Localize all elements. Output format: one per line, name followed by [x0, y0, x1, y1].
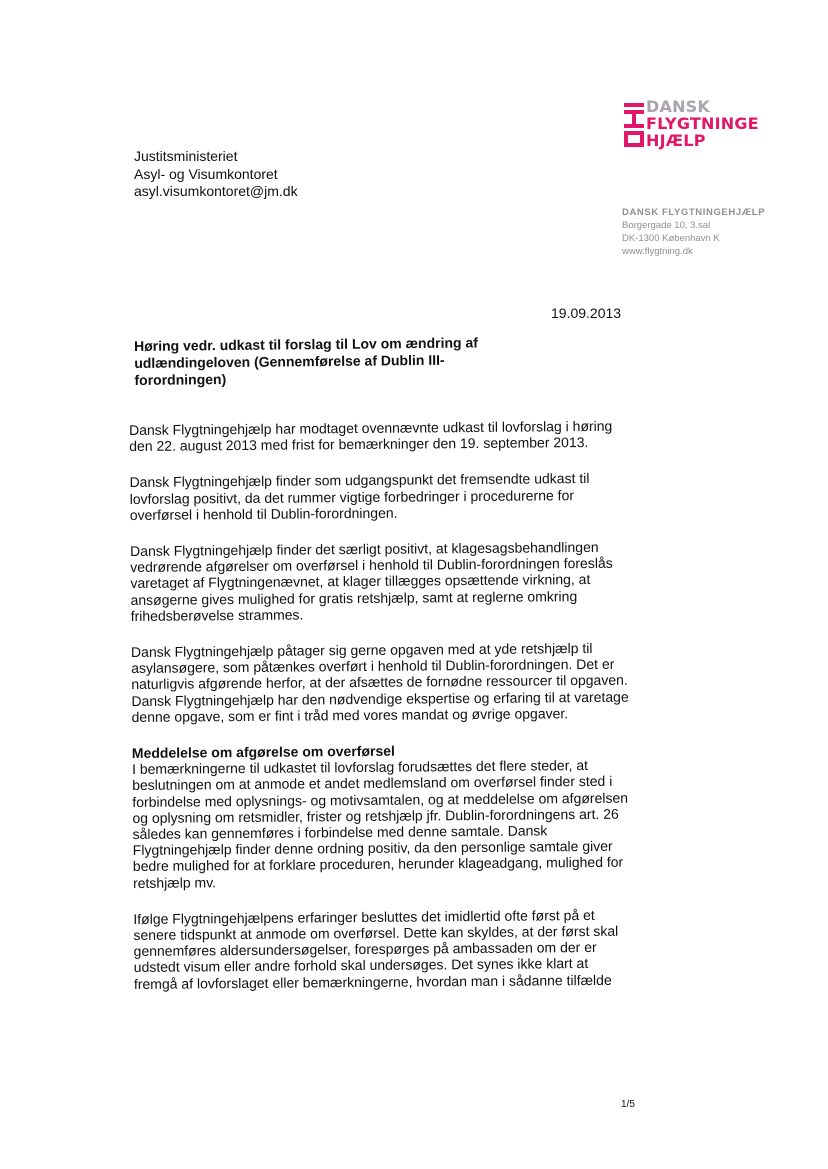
letter-date: 19.09.2013	[551, 305, 622, 321]
letter-body	[129, 418, 632, 1012]
logo-line-flygtninge: FLYGTNINGE	[646, 114, 759, 133]
recipient-line1: Justitsministeriet	[134, 148, 238, 164]
page-number: 1/5	[621, 1099, 635, 1110]
sender-org: DANSK FLYGTNINGEHJÆLP	[622, 207, 766, 218]
dfh-logo	[622, 98, 772, 158]
recipient-line2: Asyl- og Visumkontoret	[134, 165, 278, 182]
logo-line-hjaelp: HJÆLP	[646, 131, 706, 150]
paragraph: Dansk Flygtningehjælp påtager sig gerne opgaven med at yde retshjælp til asylansøgere, som påtænkes overført i henhold til Dublin-forordningen. Det er naturligvis afgørende herfor, at der afsættes de fornødne ressourcer til opgaven. Dansk Flygtningehjælp har den nødvendige ekspertise og erfaring til at varetage denne opgave, som er fint i tråd med vores mandat og øvrige opgaver.	[130, 639, 629, 725]
sender-address-line1: Borgergade 10, 3.sal	[622, 220, 711, 231]
sender-website: www.flygtning.dk	[622, 246, 693, 257]
section-heading: Meddelelse om afgørelse om overførsel	[131, 742, 395, 762]
paragraph: Dansk Flygtningehjælp har modtaget ovennævnte udkast til lovforslag i høring den 22. august 2013 med frist for bemærkninger den 19. september 2013.	[129, 417, 613, 455]
paragraph: Ifølge Flygtningehjælpens erfaringer besluttes det imidlertid ofte først på et senere tidspunkt at anmode om overførsel. Dette kan skyldes, at der først skal gennemføres aldersundersøgelser, forespørges på ambassaden om der er udstedt visum eller andre forhold skal undersøges. Det synes ikke klart at fremgå af lovforslaget eller bemærkningerne, hvordan man i sådanne tilfælde	[133, 906, 619, 992]
paragraph: Dansk Flygtningehjælp finder det særligt positivt, at klagesagsbehandlingen vedrørende afgørelser om overførsel i henhold til Dublin-forordningen foreslås varetaget af Flygtningenævnet, at klager tillægges opsættende virkning, at ansøgerne gives mulighed for gratis retshjælp, samt at reglerne omkring frihedsberøvelse strammes.	[130, 538, 613, 624]
recipient-address	[134, 148, 298, 201]
recipient-email: asyl.visumkontoret@jm.dk	[134, 183, 298, 199]
dfh-logo-mark-icon	[622, 100, 646, 152]
logo-line-dansk: DANSK	[646, 97, 710, 116]
letter-subject: Høring vedr. udkast til forslag til Lov om ændring af udlændingeloven (Gennemførelse af Dublin III-forordningen)	[134, 334, 478, 388]
paragraph: I bemærkningerne til udkastet til lovforslag forudsættes det flere steder, at beslutningen om at anmode et andet medlemsland om overførsel finder sted i forbindelse med oplysnings- og motivsamtalen, og at meddelelse om afgørelsen og oplysning om retsmidler, frister og retshjælp jfr. Dublin-forordningens art. 26 således kan gennemføres i forbindelse med denne samtale. Dansk Flygtningehjælp finder denne ordning positiv, da den personlige samtale giver bedre mulighed for at forklare proceduren, herunder klageadgang, mulighed for retshjælp mv.	[131, 757, 629, 891]
sender-address	[622, 206, 765, 258]
paragraph: Dansk Flygtningehjælp finder som udgangspunkt det fremsendte udkast til lovforslag positivt, da det rummer vigtige forbedringer i procedurerne for overførsel i henhold til Dublin-forordningen.	[129, 470, 590, 523]
sender-address-line2: DK-1300 København K	[622, 233, 720, 244]
